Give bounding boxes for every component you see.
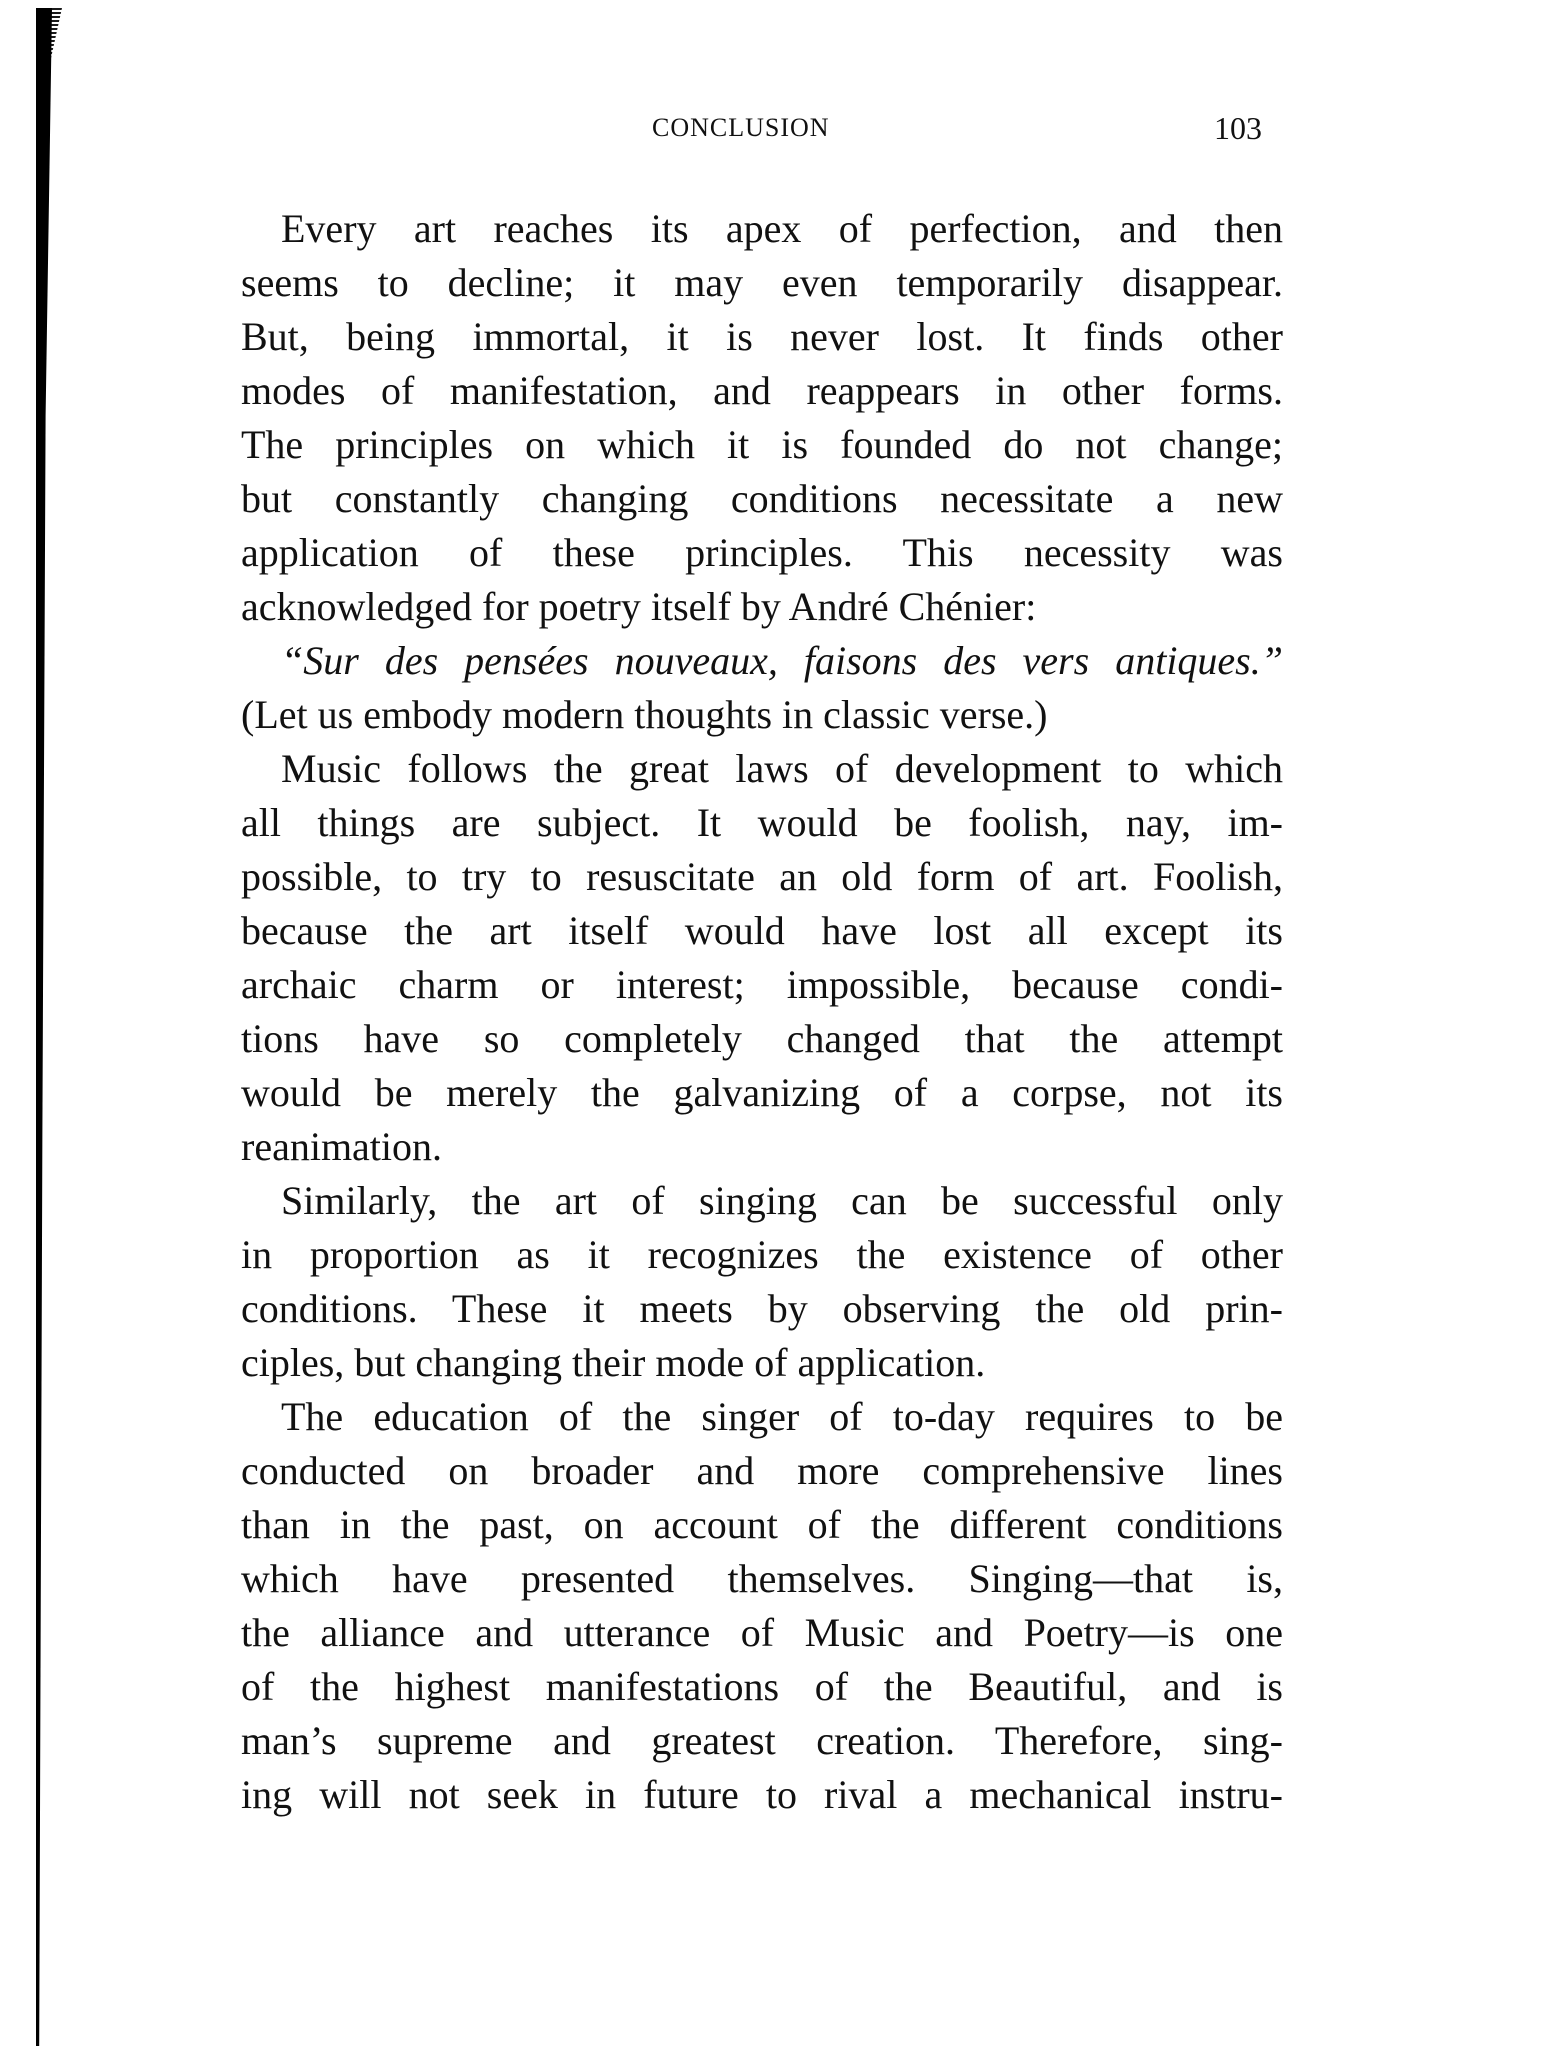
- text-line: possible, to try to resuscitate an old form of art. Foolish,: [241, 854, 1283, 899]
- text-line: application of these principles. This necessity was: [241, 530, 1283, 575]
- text-line: conducted on broader and more comprehensive lines: [241, 1448, 1283, 1493]
- text-line: which have presented themselves. Singing—that is,: [241, 1556, 1283, 1601]
- scan-binding-edge: [36, 8, 52, 2046]
- page-number: 103: [1214, 110, 1262, 146]
- text-line: But, being immortal, it is never lost. It finds other: [241, 314, 1283, 359]
- text-line: Every art reaches its apex of perfection, and then: [281, 206, 1283, 251]
- paragraph-4: [241, 1390, 1283, 1822]
- text-line: would be merely the galvanizing of a corpse, not its: [241, 1070, 1283, 1115]
- text-line: conditions. These it meets by observing the old prin-: [241, 1286, 1283, 1331]
- running-head: [0, 108, 1551, 148]
- paragraph-1: [241, 202, 1283, 634]
- text-line: in proportion as it recognizes the existence of other: [241, 1232, 1283, 1277]
- french-quotation: “Sur des pensées nouveaux, faisons des vers antiques.”: [281, 638, 1283, 683]
- text-line: modes of manifestation, and reappears in other forms.: [241, 368, 1283, 413]
- text-line: Similarly, the art of singing can be successful only: [281, 1178, 1283, 1223]
- text-line: The principles on which it is founded do not change;: [241, 422, 1283, 467]
- body-text: [241, 202, 1283, 1822]
- text-line: archaic charm or interest; impossible, because condi-: [241, 962, 1283, 1007]
- text-line: but constantly changing conditions necessitate a new: [241, 476, 1283, 521]
- text-line: of the highest manifestations of the Beautiful, and is: [241, 1664, 1283, 1709]
- text-line: ciples, but changing their mode of application.: [241, 1340, 986, 1385]
- paragraph-3: [241, 1174, 1283, 1390]
- text-line: The education of the singer of to-day requires to be: [281, 1394, 1283, 1439]
- text-line: reanimation.: [241, 1124, 443, 1169]
- text-line: seems to decline; it may even temporarily disappear.: [241, 260, 1283, 305]
- paragraph-2: [241, 742, 1283, 1174]
- running-title: CONCLUSION: [652, 113, 830, 142]
- text-line: tions have so completely changed that the attempt: [241, 1016, 1283, 1061]
- text-line: man’s supreme and greatest creation. Therefore, sing-: [241, 1718, 1283, 1763]
- text-line: than in the past, on account of the different conditions: [241, 1502, 1283, 1547]
- text-line: because the art itself would have lost all except its: [241, 908, 1283, 953]
- quotation-translation: (Let us embody modern thoughts in classic verse.): [241, 692, 1048, 737]
- quotation-block: [241, 634, 1283, 742]
- text-line: ing will not seek in future to rival a mechanical instru-: [241, 1772, 1283, 1817]
- text-line: Music follows the great laws of development to which: [281, 746, 1283, 791]
- text-line: acknowledged for poetry itself by André Chénier:: [241, 584, 1037, 629]
- text-line: all things are subject. It would be foolish, nay, im-: [241, 800, 1283, 845]
- text-line: the alliance and utterance of Music and Poetry—is one: [241, 1610, 1283, 1655]
- scan-binding-fray: [40, 8, 62, 108]
